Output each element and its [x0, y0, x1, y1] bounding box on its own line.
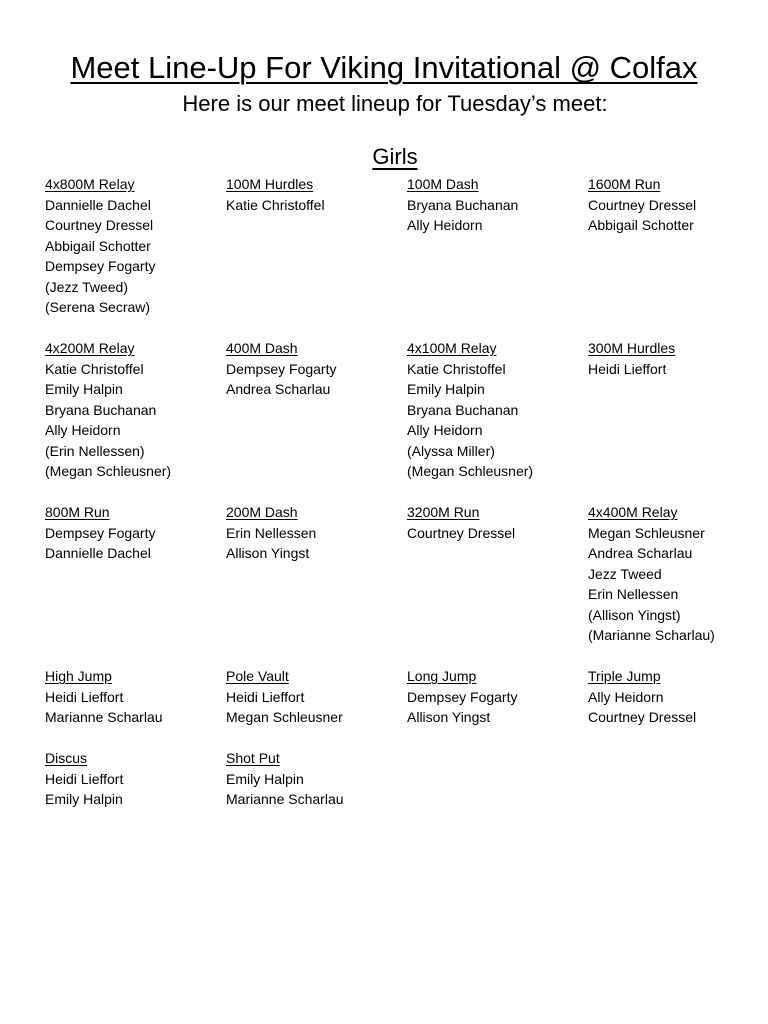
event-block [407, 666, 588, 748]
event-block [45, 502, 226, 666]
athlete-name: Bryana Buchanan [407, 196, 519, 213]
athlete-name: Dempsey Fogarty [226, 360, 337, 377]
section-heading-text: Girls [372, 144, 418, 169]
athlete-name: Heidi Lieffort [588, 360, 667, 377]
event-name: Shot Put [226, 750, 280, 766]
athlete-name: Megan Schleusner [588, 524, 705, 541]
event-block [226, 502, 407, 666]
event-name: 4x800M Relay [45, 176, 135, 192]
event-block [407, 338, 588, 502]
event-name: 100M Dash [407, 176, 479, 192]
athlete-name: Courtney Dressel [588, 196, 697, 213]
athlete-name: Dannielle Dachel [45, 196, 151, 213]
athlete-name: Emily Halpin [226, 770, 304, 787]
event-row [45, 666, 765, 748]
athlete-name: Marianne Scharlau [45, 709, 163, 725]
event-row [45, 502, 765, 666]
lineup-grid [45, 174, 765, 808]
athlete-name: Allison Yingst [407, 709, 491, 725]
athlete-name: (Allison Yingst) [588, 606, 681, 623]
event-name: 800M Run [45, 504, 110, 520]
event-block [588, 666, 768, 748]
event-name: 1600M Run [588, 176, 661, 192]
event-name: Long Jump [407, 668, 477, 684]
athlete-name: Courtney Dressel [45, 217, 154, 233]
event-name: High Jump [45, 668, 112, 684]
event-name: 4x100M Relay [407, 340, 497, 356]
athlete-name: Ally Heidorn [588, 688, 664, 705]
athlete-name: Emily Halpin [45, 381, 123, 397]
athlete-name: Jezz Tweed [588, 565, 662, 582]
page-subtitle: Here is our meet lineup for Tuesday’s meet: [182, 91, 608, 116]
event-name: Triple Jump [588, 668, 661, 684]
athlete-name: Dempsey Fogarty [407, 688, 518, 705]
event-block [226, 338, 407, 502]
athlete-name: Ally Heidorn [45, 422, 121, 438]
athlete-name: Allison Yingst [226, 545, 310, 561]
event-name: Discus [45, 750, 88, 766]
athlete-name: Dannielle Dachel [45, 545, 151, 561]
event-name: 4x200M Relay [45, 340, 135, 356]
event-name: 3200M Run [407, 504, 480, 520]
section-heading-girls [0, 142, 768, 172]
event-name: 300M Hurdles [588, 340, 676, 356]
event-block [588, 502, 768, 666]
athlete-name: Abbigail Schotter [588, 217, 694, 233]
athlete-name: Marianne Scharlau [226, 791, 344, 807]
event-name: Pole Vault [226, 668, 289, 684]
athlete-name: (Alyssa Miller) [407, 442, 495, 459]
athlete-name: Bryana Buchanan [407, 401, 519, 418]
event-name: 400M Dash [226, 340, 298, 356]
event-block [226, 748, 407, 808]
athlete-name: (Jezz Tweed) [45, 278, 128, 295]
event-block [45, 666, 226, 748]
event-row [45, 748, 765, 808]
event-row [45, 338, 765, 502]
athlete-name: Heidi Lieffort [226, 688, 305, 705]
athlete-name: Emily Halpin [407, 381, 485, 397]
event-block [407, 502, 588, 666]
athlete-name: Dempsey Fogarty [45, 524, 156, 541]
event-block [45, 748, 226, 808]
event-name: 4x400M Relay [588, 504, 678, 520]
athlete-name: Katie Christoffel [407, 360, 506, 377]
event-block [45, 338, 226, 502]
athlete-name: Erin Nellessen [226, 524, 317, 541]
page-title-text: Meet Line-Up For Viking Invitational @ Colfax [70, 50, 698, 85]
athlete-name: Andrea Scharlau [588, 545, 693, 561]
event-name: 200M Dash [226, 504, 298, 520]
athlete-name: Katie Christoffel [226, 196, 325, 213]
event-block [588, 338, 768, 502]
athlete-name: Courtney Dressel [588, 709, 697, 725]
event-block [407, 174, 588, 338]
event-row [45, 174, 765, 338]
athlete-name: Heidi Lieffort [45, 770, 124, 787]
athlete-name: (Megan Schleusner) [45, 463, 172, 479]
athlete-name: Katie Christoffel [45, 360, 144, 377]
athlete-name: Megan Schleusner [226, 709, 343, 725]
athlete-name: Andrea Scharlau [226, 381, 331, 397]
athlete-name: (Serena Secraw) [45, 299, 151, 315]
event-block [226, 174, 407, 338]
athlete-name: Abbigail Schotter [45, 237, 151, 254]
page-title [0, 48, 768, 88]
event-block [226, 666, 407, 748]
athlete-name: (Marianne Scharlau) [588, 627, 715, 643]
athlete-name: Dempsey Fogarty [45, 258, 156, 274]
athlete-name: Heidi Lieffort [45, 688, 124, 705]
athlete-name: Emily Halpin [45, 791, 123, 807]
athlete-name: Ally Heidorn [407, 422, 483, 438]
athlete-name: Ally Heidorn [407, 217, 483, 233]
athlete-name: (Megan Schleusner) [407, 463, 534, 479]
event-block [588, 174, 768, 338]
event-name: 100M Hurdles [226, 176, 314, 192]
athlete-name: Courtney Dressel [407, 524, 516, 541]
athlete-name: (Erin Nellessen) [45, 442, 145, 459]
athlete-name: Erin Nellessen [588, 586, 679, 602]
athlete-name: Bryana Buchanan [45, 401, 157, 418]
event-block [45, 174, 226, 338]
